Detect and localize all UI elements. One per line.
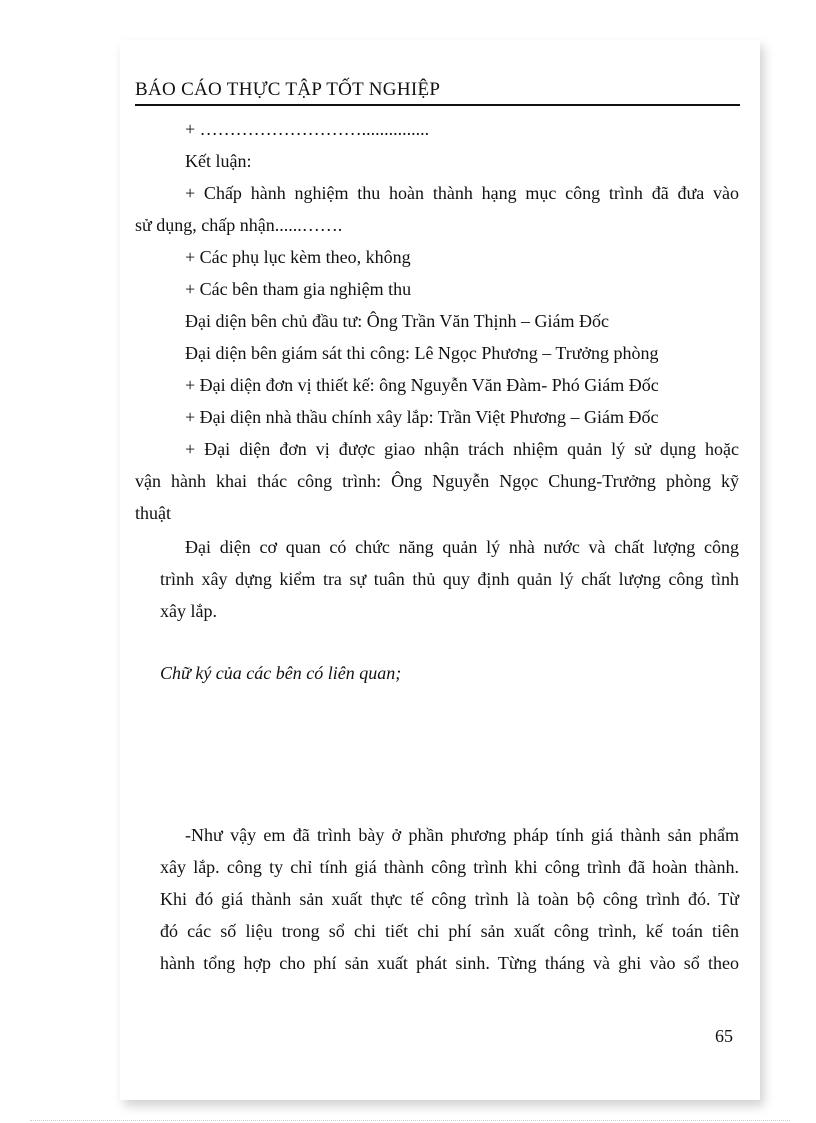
text-line: vận hành khai thác công trình: Ông Nguyễn Ngọc Chung-Trưởng phòng kỹ xyxy=(135,471,739,491)
text-line: + Chấp hành nghiệm thu hoàn thành hạng mục công trình đã đưa vào xyxy=(185,183,739,203)
text-line: Đại diện cơ quan có chức năng quản lý nhà nước và chất lượng công xyxy=(185,537,739,557)
text-line: đó các số liệu trong sổ chi tiết chi phí sản xuất công trình, kế toán tiên xyxy=(160,921,739,941)
text-line: Đại diện bên chủ đầu tư: Ông Trần Văn Thịnh – Giám Đốc xyxy=(185,311,610,331)
page-number: 65 xyxy=(715,1026,733,1046)
text-line: xây lắp. công ty chỉ tính giá thành công trình khi công trình đã hoàn thành. xyxy=(160,857,739,877)
text-line: xây lắp. xyxy=(160,601,217,621)
text-line: + ………………………............... xyxy=(185,119,430,139)
text-line: + Đại diện nhà thầu chính xây lắp: Trần Việt Phương – Giám Đốc xyxy=(185,407,659,427)
text-line: + Các phụ lục kèm theo, không xyxy=(185,247,411,267)
text-line: + Các bên tham gia nghiệm thu xyxy=(185,279,412,299)
text-line: -Như vậy em đã trình bày ở phần phương pháp tính giá thành sản phẩm xyxy=(185,825,739,845)
text-line: Khi đó giá thành sản xuất thực tế công trình là toàn bộ công trình đó. Từ xyxy=(160,889,739,909)
text-line: + Đại diện đơn vị thiết kế: ông Nguyễn Văn Đàm- Phó Giám Đốc xyxy=(185,375,659,395)
text-line: trình xây dựng kiểm tra sự tuân thủ quy định quản lý chất lượng công tình xyxy=(160,569,739,589)
text-line: hành tổng hợp cho phí sản xuất phát sinh. Từng tháng và ghi vào sổ theo xyxy=(160,953,739,973)
page-bottom-divider xyxy=(30,1120,790,1121)
text-line: + Đại diện đơn vị được giao nhận trách nhiệm quản lý sử dụng hoặc xyxy=(185,439,739,459)
page-header: BÁO CÁO THỰC TẬP TỐT NGHIỆP xyxy=(135,78,740,106)
text-line: thuật xyxy=(135,503,171,523)
text-line: Đại diện bên giám sát thi công: Lê Ngọc Phương – Trưởng phòng xyxy=(185,343,659,363)
text-line: Kết luận: xyxy=(185,151,252,171)
signature-note: Chữ ký của các bên có liên quan; xyxy=(160,663,402,683)
text-line: sử dụng, chấp nhận......……. xyxy=(135,215,343,235)
